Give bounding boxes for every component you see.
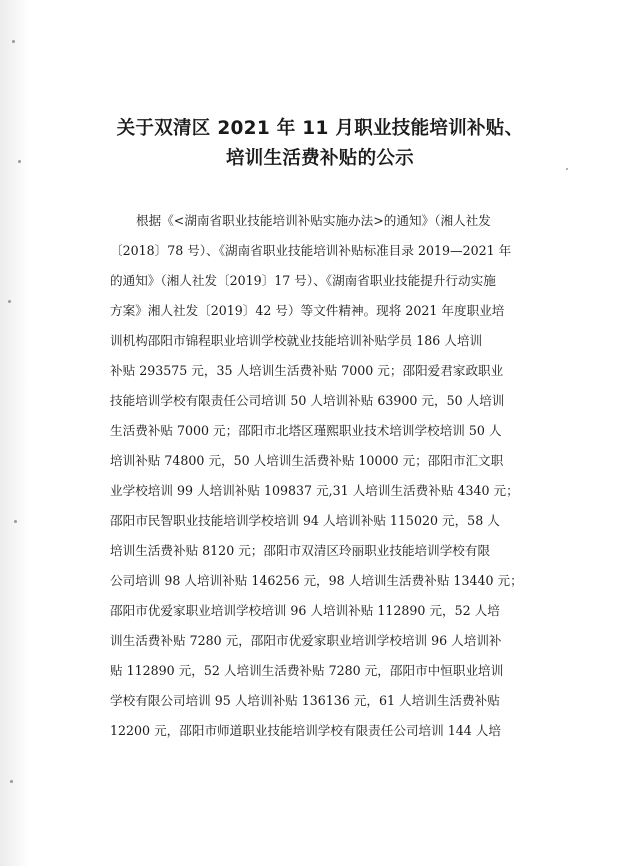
body-line: 业学校培训 99 人培训补贴 109837 元,31 人培训生活费补贴 4340 元； bbox=[110, 483, 519, 498]
body-line: 技能培训学校有限责任公司培训 50 人培训补贴 63900 元，50 人培训 bbox=[110, 393, 505, 408]
body-line: 方案》湘人社发〔2019〕42 号）等文件精神。现将 2021 年度职业培 bbox=[110, 303, 505, 318]
body-line: 训机构邵阳市锦程职业培训学校就业技能培训补贴学员 186 人培训 bbox=[110, 333, 483, 348]
body-line: 邵阳市优爱家职业培训学校培训 96 人培训补贴 112890 元，52 人培 bbox=[110, 603, 500, 618]
scan-speck bbox=[12, 40, 15, 43]
body-line: 生活费补贴 7000 元；邵阳市北塔区瑾熙职业技术培训学校培训 50 人 bbox=[110, 423, 502, 438]
body-line: 培训生活费补贴 8120 元；邵阳市双清区玲丽职业技能培训学校有限 bbox=[110, 543, 491, 558]
scan-speck bbox=[10, 780, 13, 783]
body-line: 〔2018〕78 号）、《湖南省职业技能培训补贴标准目录 2019—2021 年 bbox=[110, 243, 512, 258]
body-line: 邵阳市民智职业技能培训学校培训 94 人培训补贴 115020 元，58 人 bbox=[110, 513, 500, 528]
document-title-line-1: 关于双清区 2021 年 11 月职业技能培训补贴、 bbox=[116, 118, 524, 139]
body-line: 补贴 293575 元，35 人培训生活费补贴 7000 元；邵阳爱君家政职业 bbox=[110, 363, 504, 378]
scan-speck bbox=[8, 300, 11, 303]
body-line: 培训补贴 74800 元，50 人培训生活费补贴 10000 元；邵阳市汇文职 bbox=[110, 453, 504, 468]
document-title-line-2: 培训生活费补贴的公示 bbox=[225, 148, 414, 169]
body-line: 根据《<湖南省职业技能培训补贴实施办法>的通知》（湘人社发 bbox=[136, 213, 491, 228]
body-line: 公司培训 98 人培训补贴 146256 元，98 人培训生活费补贴 13440 元； bbox=[110, 573, 523, 588]
body-line: 训生活费补贴 7280 元，邵阳市优爱家职业培训学校培训 96 人培训补 bbox=[110, 633, 502, 648]
body-line: 12200 元，邵阳市师道职业技能培训学校有限责任公司培训 144 人培 bbox=[110, 723, 501, 738]
scan-speck bbox=[14, 520, 17, 523]
scan-speck bbox=[18, 160, 21, 163]
body-line: 的通知》（湘人社发〔2019〕17 号）、《湖南省职业技能提升行动实施 bbox=[110, 273, 496, 288]
body-line: 贴 112890 元，52 人培训生活费补贴 7280 元，邵阳市中恒职业培训 bbox=[110, 663, 504, 678]
scan-shadow-edge bbox=[0, 0, 30, 866]
body-line: 学校有限公司培训 95 人培训补贴 136136 元，61 人培训生活费补贴 bbox=[110, 693, 500, 708]
